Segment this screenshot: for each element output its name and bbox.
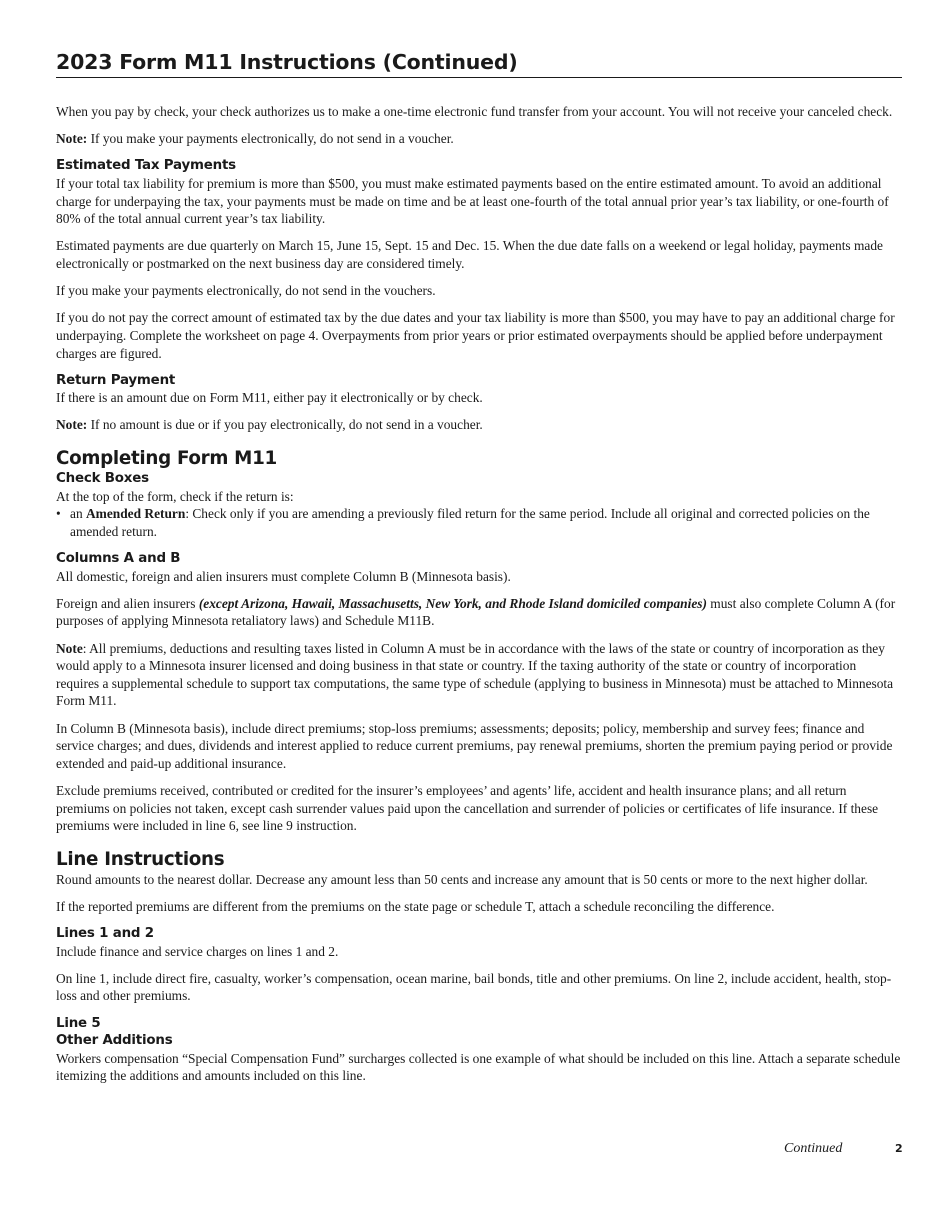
columns-note [56, 640, 902, 710]
estimated-paragraph-3: If you make your payments electronically, do not send in the vouchers. [56, 283, 436, 299]
check-boxes-heading: Check Boxes [56, 471, 149, 487]
columns-paragraph-2 [56, 595, 902, 630]
columns-paragraph-4: In Column B (Minnesota basis), include direct premiums; stop-loss premiums; assessments; deposits; policy, membership and survey fees; finance and service charges; and dues, dividends and interest applied to reduce current premiums, pay renewal premiums, shorten the premium paying period or provide extended and paid-up additional insurance. [56, 720, 893, 771]
line-instructions-heading: Line Instructions [56, 848, 225, 870]
columns-paragraph-1: All domestic, foreign and alien insurers must complete Column B (Minnesota basis). [56, 568, 511, 584]
note-label: Note: [56, 417, 88, 433]
intro-note [56, 130, 902, 148]
intro-paragraph: When you pay by check, your check authorizes us to make a one-time electronic fund transfer from your account. You will not receive your canceled check. [56, 104, 893, 119]
line-5-heading: Line 5 [56, 1015, 101, 1031]
note-text: : All premiums, deductions and resulting taxes listed in Column A must be in accordance with the laws of the state or country of incorporation as they would apply to a Minnesota insurer licensed and doing business in that state or country. If the taxing authority of the state or country of incorporation requires a supplemental schedule to support tax computations, the same type of schedule (applying to business in Minnesota) must be attached to Minnesota Form M11. [56, 640, 894, 709]
line-5-paragraph: Workers compensation “Special Compensation Fund” surcharges collected is one example of what should be included on this line. Attach a separate schedule itemizing the additions and amounts included on this line. [56, 1050, 901, 1084]
return-payment-heading: Return Payment [56, 372, 176, 388]
bullet-text: : Check only if you are amending a previously filed return for the same period. Include all original and corrected policies on the amended return. [70, 506, 870, 539]
continued-label: Continued [784, 1141, 843, 1156]
lines-1-2-heading: Lines 1 and 2 [56, 926, 154, 942]
columns-heading: Columns A and B [56, 551, 181, 567]
note-label: Note: [56, 131, 88, 147]
note-label: Note [56, 640, 83, 656]
columns-p2-suffix: must also complete Column A (for purposes of applying Minnesota retaliatory laws) and Schedule M11B. [56, 595, 896, 629]
page-title: 2023 Form M11 Instructions (Continued) [56, 50, 902, 78]
note-text: If no amount is due or if you pay electronically, do not send in a voucher. [87, 417, 483, 433]
other-additions-heading: Other Additions [56, 1033, 173, 1049]
page-number: 2 [895, 1142, 903, 1155]
bullet-symbol: • [56, 506, 61, 522]
amended-return-bullet [56, 505, 902, 540]
return-payment-paragraph: If there is an amount due on Form M11, either pay it electronically or by check. [56, 390, 483, 406]
document-body [56, 103, 902, 1085]
columns-p2-prefix: Foreign and alien insurers [56, 595, 199, 611]
estimated-paragraph-1: If your total tax liability for premium is more than $500, you must make estimated payments based on the entire estimated amount. To avoid an additional charge for underpaying the tax, your payments must be made on time and be at least one-fourth of the total annual prior year’s tax liability, or one-fourth of 80% of the total annual current year’s tax liability. [56, 175, 889, 227]
estimated-paragraph-4: If you do not pay the correct amount of estimated tax by the due dates and your tax liability is more than $500, you may have to pay an additional charge for underpaying. Complete the worksheet on page 4. Overpayments from prior years or prior estimated overpayments should be applied before underpayment charges are figured. [56, 310, 895, 361]
amended-return-label: Amended Return [86, 506, 186, 522]
lines-1-2-paragraph-2: On line 1, include direct fire, casualty, worker’s compensation, ocean marine, bail bonds, title and other premiums. On line 2, include accident, health, stop-loss and other premiums. [56, 970, 892, 1004]
estimated-tax-heading: Estimated Tax Payments [56, 158, 236, 174]
page-footer [0, 1141, 950, 1161]
line-instructions-paragraph-2: If the reported premiums are different from the premiums on the state page or schedule T, attach a schedule reconciling the difference. [56, 898, 775, 914]
lines-1-2-paragraph-1: Include finance and service charges on lines 1 and 2. [56, 943, 339, 959]
columns-paragraph-5: Exclude premiums received, contributed or credited for the insurer’s employees’ and agents’ life, accident and health insurance plans; and all return premiums on policies not taken, except cash surrender values paid upon the cancellation and surrender of policies or certificates of life insurance. If these premiums were included in line 6, see line 9 instruction. [56, 782, 879, 834]
check-boxes-intro: At the top of the form, check if the return is: [56, 488, 294, 504]
note-text: If you make your payments electronically, do not send in a voucher. [87, 131, 454, 147]
completing-form-heading: Completing Form M11 [56, 448, 277, 470]
page [56, 50, 902, 1095]
bullet-prefix: an [70, 506, 86, 522]
excepted-states-text: (except Arizona, Hawaii, Massachusetts, New York, and Rhode Island domiciled companies) [198, 595, 707, 611]
estimated-paragraph-2: Estimated payments are due quarterly on March 15, June 15, Sept. 15 and Dec. 15. When the due date falls on a weekend or legal holiday, payments made electronically or postmarked on the next business day are considered timely. [56, 238, 883, 271]
return-payment-note [56, 416, 902, 434]
line-instructions-paragraph-1: Round amounts to the nearest dollar. Decrease any amount less than 50 cents and increase any amount that is 50 cents or more to the next higher dollar. [56, 871, 868, 887]
